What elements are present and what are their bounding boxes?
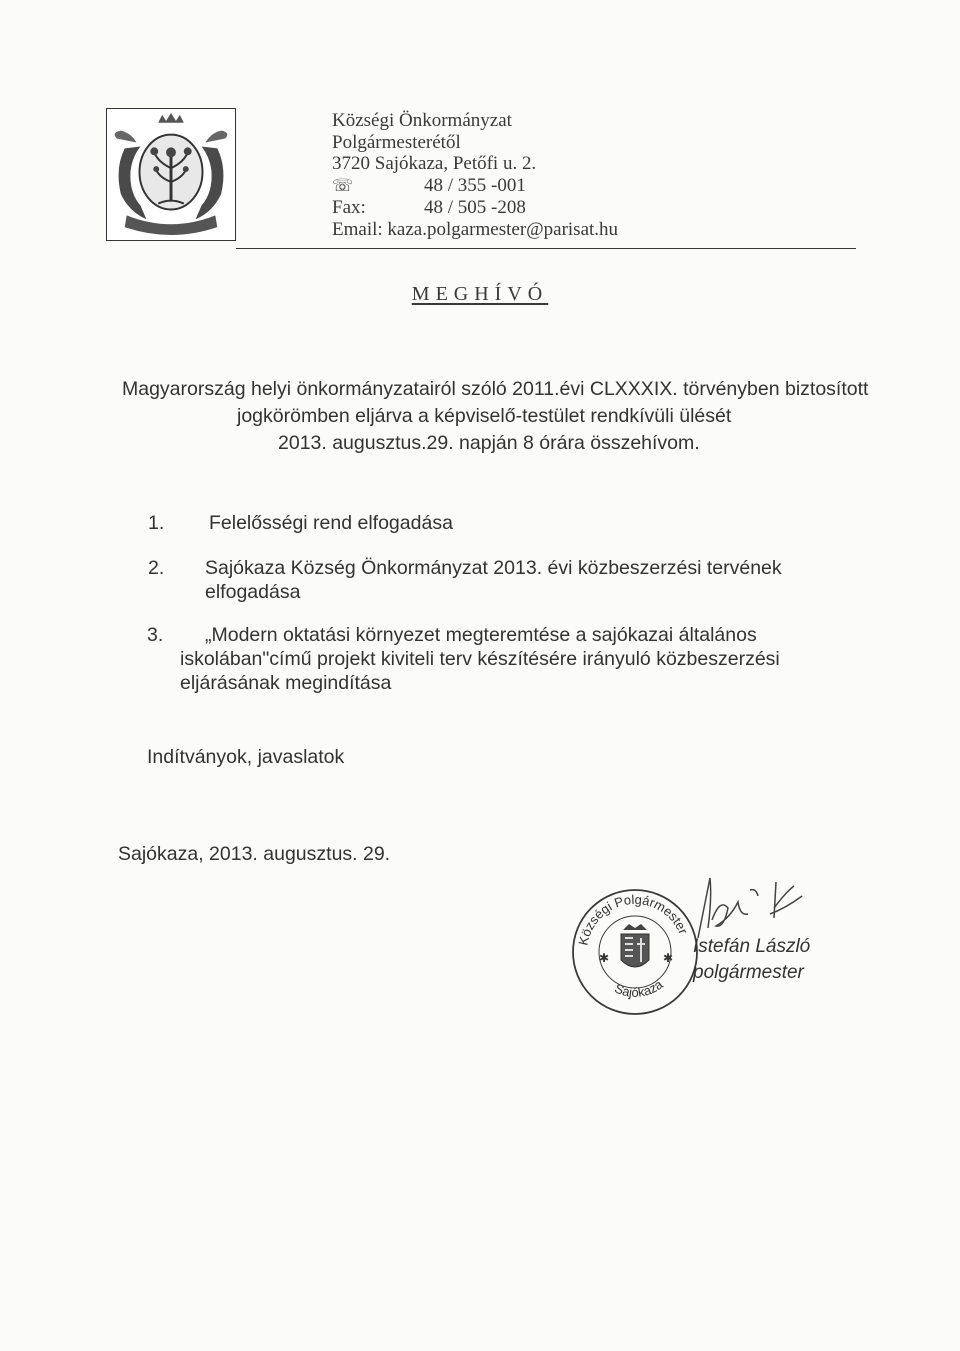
phone-row xyxy=(332,175,618,197)
intro-line-2: jogkörömben eljárva a képviselő-testület rendkívüli ülését xyxy=(237,405,732,427)
stamp-seal-icon xyxy=(565,882,705,1022)
svg-text:✱: ✱ xyxy=(663,951,674,965)
stamp-bottom-text: Sajókaza xyxy=(612,976,666,1000)
agenda-item-text: Sajókaza Község Önkormányzat 2013. évi közbeszerzési tervének xyxy=(205,557,782,579)
office-name: Polgármesterétől xyxy=(332,131,461,153)
official-stamp xyxy=(565,882,705,1022)
fax-label: Fax: xyxy=(332,196,366,218)
coat-of-arms-icon xyxy=(107,109,235,240)
email-label: Email: xyxy=(332,218,383,240)
letterhead-block xyxy=(332,110,618,240)
agenda-item-text: iskolában"című projekt kiviteli terv készítésére irányuló közbeszerzési xyxy=(180,648,780,670)
email-row xyxy=(332,219,618,241)
agenda-item-text: elfogadása xyxy=(205,581,301,603)
signer-name: Istefán László xyxy=(693,936,811,957)
agenda-item-text: eljárásának megindítása xyxy=(180,672,392,694)
header-divider xyxy=(236,248,856,249)
agenda-item-text: Felelősségi rend elfogadása xyxy=(209,512,453,534)
fax-number: 48 / 505 -208 xyxy=(424,196,526,218)
agenda-item-number: 3. xyxy=(147,624,164,646)
place-and-date: Sajókaza, 2013. augusztus. 29. xyxy=(118,843,391,865)
agenda-item-number: 1. xyxy=(148,512,165,534)
intro-line-1: Magyarország helyi önkormányzatairól szóló 2011.évi CLXXXIX. törvényben biztosított xyxy=(122,378,869,400)
org-name: Községi Önkormányzat xyxy=(332,110,512,131)
intro-line-3: 2013. augusztus.29. napján 8 órára összehívom. xyxy=(278,432,700,454)
email-address: kaza.polgarmester@parisat.hu xyxy=(387,218,619,240)
document-title: MEGHÍVÓ xyxy=(411,283,549,305)
svg-text:✱: ✱ xyxy=(599,951,610,965)
motions-heading: Indítványok, javaslatok xyxy=(147,746,345,768)
agenda-item-text: „Modern oktatási környezet megteremtése a sajókazai általános xyxy=(205,624,757,646)
signer-title: polgármester xyxy=(693,962,804,983)
coat-of-arms-logo xyxy=(106,108,236,241)
stamp-top-text: Községi Polgármester xyxy=(575,891,692,947)
phone-icon: ☏ xyxy=(332,176,354,196)
fax-row xyxy=(332,197,618,219)
address: 3720 Sajókaza, Petőfi u. 2. xyxy=(332,153,537,175)
agenda-item-number: 2. xyxy=(148,557,165,579)
phone-number: 48 / 355 -001 xyxy=(424,175,526,197)
